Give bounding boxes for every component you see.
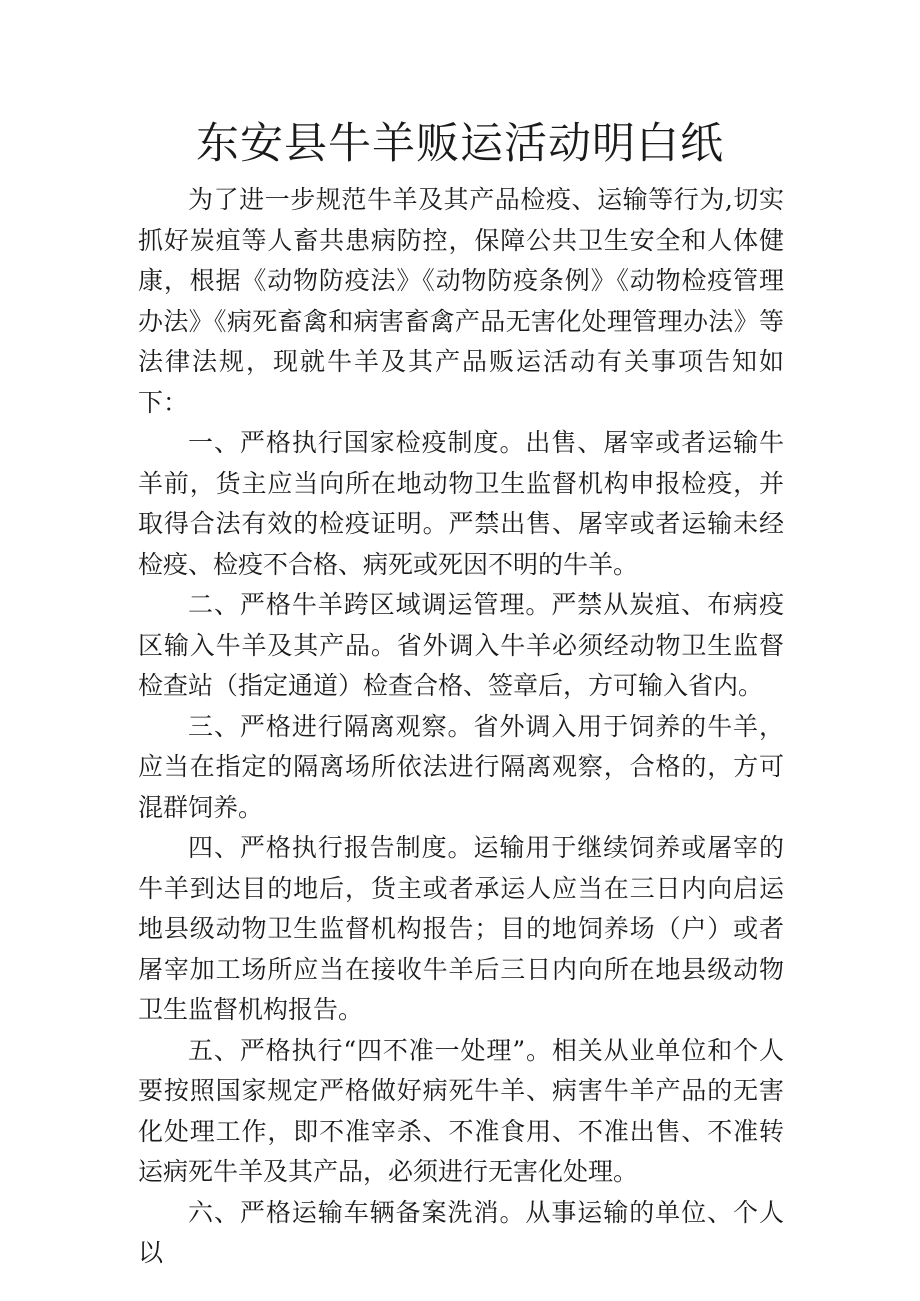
document-body [138, 180, 784, 1274]
document-title: 东安县牛羊贩运活动明白纸 [196, 119, 724, 169]
item-3-paragraph: 三、严格进行隔离观察。省外调入用于饲养的牛羊，应当在指定的隔离场所依法进行隔离观察，合格的，方可混群饲养。 [138, 711, 784, 822]
intro-paragraph: 为了进一步规范牛羊及其产品检疫、运输等行为,切实抓好炭疽等人畜共患病防控，保障公共卫生安全和人体健康，根据《动物防疫法》《动物防疫条例》《动物检疫管理办法》《病死畜禽和病害畜禽产品无害化处理管理办法》等法律法规，现就牛羊及其产品贩运活动有关事项告知如下： [138, 185, 784, 417]
item-5-paragraph: 五、严格执行“四不准一处理”。相关从业单位和个人要按照国家规定严格做好病死牛羊、病害牛羊产品的无害化处理工作，即不准宰杀、不准食用、不准出售、不准转运病死牛羊及其产品，必须进行无害化处理。 [138, 1035, 784, 1186]
item-1-paragraph: 一、严格执行国家检疫制度。出售、屠宰或者运输牛羊前，货主应当向所在地动物卫生监督机构申报检疫，并取得合法有效的检疫证明。严禁出售、屠宰或者运输未经检疫、检疫不合格、病死或死因不明的牛羊。 [138, 428, 784, 579]
item-4-paragraph: 四、严格执行报告制度。运输用于继续饲养或屠宰的牛羊到达目的地后，货主或者承运人应当在三日内向启运地县级动物卫生监督机构报告；目的地饲养场（户）或者屠宰加工场所应当在接收牛羊后三日内向所在地县级动物卫生监督机构报告。 [138, 833, 784, 1024]
item-2-paragraph: 二、严格牛羊跨区域调运管理。严禁从炭疽、布病疫区输入牛羊及其产品。省外调入牛羊必须经动物卫生监督检查站（指定通道）检查合格、签章后，方可输入省内。 [138, 590, 784, 700]
item-6-paragraph: 六、严格运输车辆备案洗消。从事运输的单位、个人以 [138, 1197, 784, 1267]
